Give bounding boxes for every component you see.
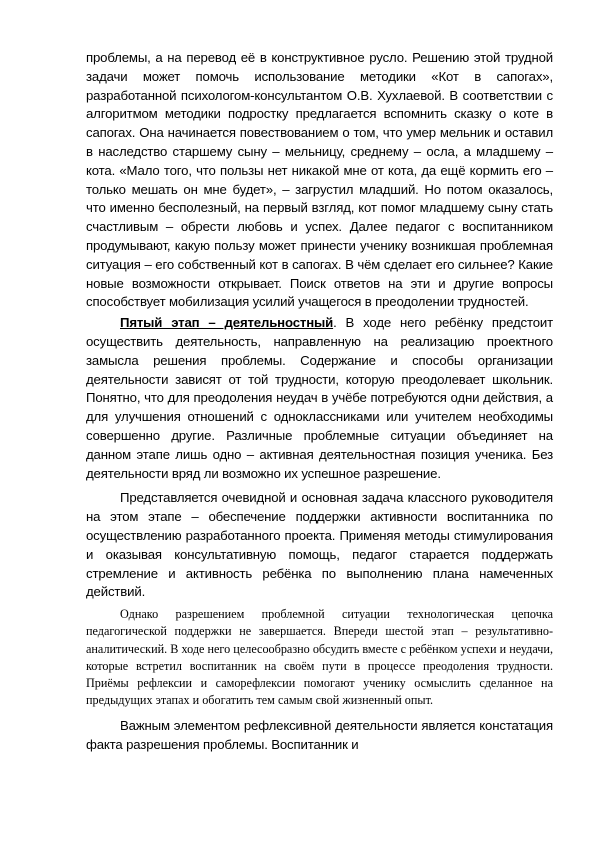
paragraph-3: Представляется очевидной и основная задача классного руководителя на этом этапе – обеспечение поддержки активности воспитанника по осуществлению разработанного проекта. Применяя методы стимулирования и оказывая консультативную помощь, педагог старается поддержать стремление и активность ребёнка по выполнению плана намеченных действий. [86,490,553,600]
paragraph-4: Однако разрешением проблемной ситуации технологическая цепочка педагогической поддержки не завершается. Впереди шестой этап – результативно-аналитический. В ходе него целесообразно обсудить вместе с ребёнком успехи и неудачи, которые встретил воспитанник на своём пути в процессе преодоления трудности. Приёмы рефлексии и саморефлексии помогают ученику осмыслить сделанное на предыдущих этапах и обогатить тем самым свой жизненный опыт. [86,607,553,708]
stage-five-heading: Пятый этап – деятельностный [120,315,334,331]
paragraph-2-text: . В ходе него ребёнку предстоит осуществить деятельность, направленную на реализацию проектного замысла решения проблемы. Содержание и способы организации деятельности зависят от той трудности, которую преодолевает школьник. Понятно, что для преодоления неудач в учёбе потребуются одни действия, а для улучшения отношений с одноклассниками или учителем необходимы совершенно другие. Различные проблемные ситуации объединяет на данном этапе лишь одно – активная деятельностная позиция ученика. Без деятельности вряд ли возможно их успешное разрешение. [86,315,554,481]
text-column [86,49,553,755]
paragraph-1: проблемы, а на перевод её в конструктивное русло. Решению этой трудной задачи может помочь использование методики «Кот в сапогах», разработанной психологом-консультантом О.В. Хухлаевой. В соответствии с алгоритмом методики подростку предлагается вспомнить сказку о коте в сапогах. Она начинается повествованием о том, что умер мельник и оставил в наследство старшему сыну – мельницу, среднему – осла, а младшему – кота. «Мало того, что пользы нет никакой мне от кота, да ещё кормить его – только мешать он мне будет», – загрустил младший. Но потом оказалось, что именно бесполезный, на первый взгляд, кот помог младшему сыну стать счастливым – обрести любовь и успех. Далее педагог с воспитанником продумывают, какую пользу может принести ученику возникшая проблемная ситуация – его собственный кот в сапогах. В чём сделает его сильнее? Какие новые возможности открывает. Поиск ответов на эти и другие вопросы способствует мобилизация усилий учащегося в преодолении трудностей. [86,50,553,310]
paragraph-2 [86,314,553,483]
paragraph-5: Важным элементом рефлексивной деятельности является констатация факта разрешения проблемы. Воспитанник и [86,718,553,753]
